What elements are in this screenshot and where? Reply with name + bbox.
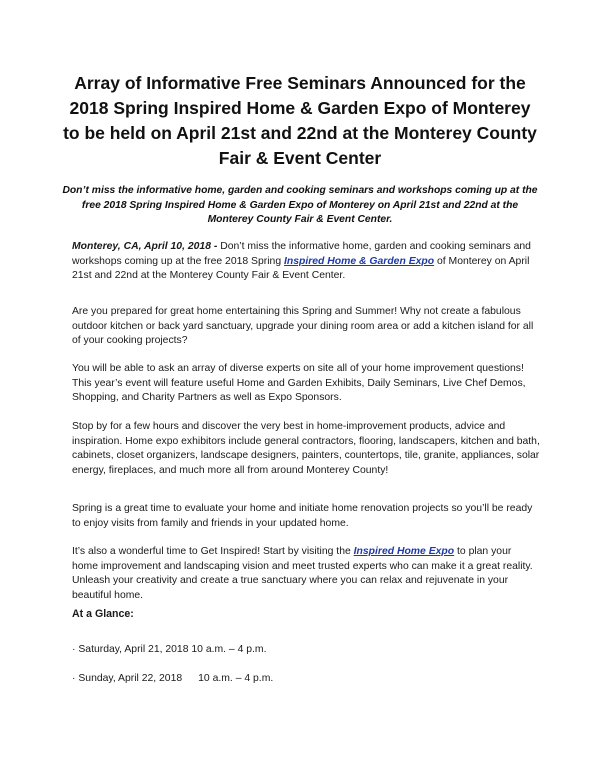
schedule-day: Saturday, April 21, 2018	[78, 644, 189, 655]
intro-paragraph	[72, 240, 540, 284]
schedule-hours: 10 a.m. – 4 p.m.	[198, 673, 274, 684]
schedule-item-saturday	[72, 643, 266, 657]
bullet: ·	[72, 673, 76, 684]
paragraph-exhibitors: Stop by for a few hours and discover the very best in home-improvement products, advice and inspiration. Home expo exhibitors include general contractors, flooring, landscapers, kitchen and bath, cabinets, closet organizers, landscape designers, painters, countertops, tile, granite, appliances, solar energy, fireplaces, and much more all from around Monterey County!	[72, 421, 540, 477]
intro-text-after-link: of Monterey on April 21st and 22nd at the Monterey County Fair & Event Center.	[72, 255, 530, 282]
dateline: Monterey, CA, April 10, 2018 -	[72, 241, 218, 252]
schedule-hours: 10 a.m. – 4 p.m.	[191, 644, 267, 655]
inspired-home-garden-expo-link[interactable]: Inspired Home & Garden Expo	[283, 255, 435, 267]
paragraph-experts: You will be able to ask an array of diverse experts on site all of your home improvement questions! This year’s event will feature useful Home and Garden Exhibits, Daily Seminars, Live Chef Demos, Shopping, and Charity Partners as well as Expo Sponsors.	[72, 363, 526, 404]
get-inspired-text-after-link: to plan your home improvement and landscaping vision and meet trusted experts who can make it a great reality. Unleash your creativity and create a true sanctuary where you can relax and rejuvenate in your beautiful home.	[72, 546, 533, 602]
intro-text-before-link: Don’t miss the informative home, garden and cooking seminars and workshops coming up at the free 2018 Spring	[72, 241, 531, 267]
inspired-home-expo-link[interactable]: Inspired Home Expo	[353, 546, 455, 557]
paragraph-get-inspired	[72, 545, 540, 604]
at-a-glance-heading: At a Glance:	[72, 608, 134, 620]
schedule-item-sunday	[72, 672, 273, 686]
paragraph-spring: Spring is a great time to evaluate your home and initiate home renovation projects so you’ll be ready to enjoy visits from family and friends in your updated home.	[72, 503, 533, 529]
get-inspired-text-before-link: It’s also a wonderful time to Get Inspired! Start by visiting the	[72, 546, 354, 557]
bullet: ·	[72, 644, 76, 655]
paragraph-entertaining: Are you prepared for great home entertaining this Spring and Summer! Why not create a fabulous outdoor kitchen or back yard sanctuary, upgrade your dining room area or add a kitchen island for all of your cooking projects?	[72, 306, 534, 347]
subheading: Don’t miss the informative home, garden and cooking seminars and workshops coming up at the free 2018 Spring Inspired Home & Garden Expo of Monterey on April 21st and 22nd at the Monterey County Fair & Event Center.	[62, 185, 538, 225]
schedule-day: Sunday, April 22, 2018	[78, 673, 183, 684]
document-title: Array of Informative Free Seminars Announced for the 2018 Spring Inspired Home & Garden Expo of Monterey to be held on April 21st and 22nd at the Monterey County Fair & Event Center	[63, 73, 537, 168]
